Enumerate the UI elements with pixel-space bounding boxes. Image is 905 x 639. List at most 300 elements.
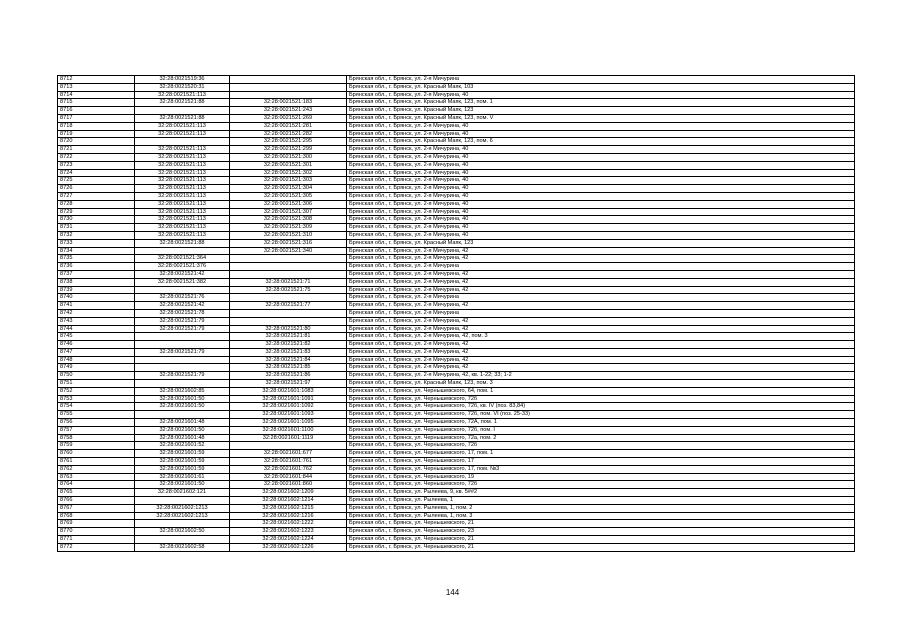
land-cadastral-number-cell: 32:28:0021601:59 bbox=[135, 465, 230, 473]
address-cell: Брянская обл., г. Брянск, ул. Чернышевского, 72б bbox=[347, 395, 855, 403]
land-cadastral-number-cell: 32:28:0021521:364 bbox=[135, 255, 230, 263]
land-cadastral-number-cell: 32:28:0021601:50 bbox=[135, 481, 230, 489]
object-cadastral-number-cell bbox=[230, 263, 347, 271]
land-cadastral-number-cell: 32:28:0021521:113 bbox=[135, 130, 230, 138]
table-row bbox=[58, 356, 855, 364]
row-number-cell: 8719 bbox=[58, 130, 135, 138]
address-cell: Брянская обл., г. Брянск, ул. 2-я Мичурина, 40 bbox=[347, 192, 855, 200]
address-cell: Брянская обл., г. Брянск, ул. 2-я Мичурина bbox=[347, 309, 855, 317]
table-row bbox=[58, 169, 855, 177]
row-number-cell: 8772 bbox=[58, 543, 135, 551]
table-row bbox=[58, 434, 855, 442]
address-cell: Брянская обл., г. Брянск, ул. 2-я Мичурина, 42, кв. 1-22; 33; 1-2 bbox=[347, 372, 855, 380]
object-cadastral-number-cell: 32:28:0021601:1083 bbox=[230, 387, 347, 395]
address-cell: Брянская обл., г. Брянск, ул. 2-я Мичурина, 40 bbox=[347, 231, 855, 239]
object-cadastral-number-cell: 32:28:0021521:81 bbox=[230, 333, 347, 341]
table-row bbox=[58, 208, 855, 216]
address-cell: Брянская обл., г. Брянск, ул. 2-я Мичурина, 42 bbox=[347, 356, 855, 364]
object-cadastral-number-cell: 32:28:0021601:761 bbox=[230, 458, 347, 466]
land-cadastral-number-cell: 32:28:0021521:42 bbox=[135, 270, 230, 278]
object-cadastral-number-cell: 32:28:0021601:844 bbox=[230, 473, 347, 481]
row-number-cell: 8742 bbox=[58, 309, 135, 317]
row-number-cell: 8731 bbox=[58, 224, 135, 232]
land-cadastral-number-cell: 32:28:0021521:113 bbox=[135, 185, 230, 193]
land-cadastral-number-cell: 32:28:0021521:113 bbox=[135, 91, 230, 99]
land-cadastral-number-cell bbox=[135, 411, 230, 419]
table-row bbox=[58, 231, 855, 239]
land-cadastral-number-cell: 32:28:0021519:36 bbox=[135, 76, 230, 84]
object-cadastral-number-cell: 32:28:0021521:183 bbox=[230, 99, 347, 107]
land-cadastral-number-cell bbox=[135, 356, 230, 364]
object-cadastral-number-cell: 32:28:0021521:310 bbox=[230, 231, 347, 239]
object-cadastral-number-cell: 32:28:0021521:243 bbox=[230, 107, 347, 115]
address-cell: Брянская обл., г. Брянск, ул. Рылеева, 1 bbox=[347, 497, 855, 505]
land-cadastral-number-cell: 32:28:0021601:50 bbox=[135, 395, 230, 403]
table-row bbox=[58, 489, 855, 497]
table-row bbox=[58, 114, 855, 122]
table-row bbox=[58, 91, 855, 99]
registry-table-container bbox=[57, 75, 846, 552]
address-cell: Брянская обл., г. Брянск, ул. 2-я Мичурина, 40 bbox=[347, 169, 855, 177]
object-cadastral-number-cell: 32:28:0021521:269 bbox=[230, 114, 347, 122]
table-row bbox=[58, 504, 855, 512]
land-cadastral-number-cell: 32:28:0021521:78 bbox=[135, 309, 230, 317]
table-row bbox=[58, 450, 855, 458]
row-number-cell: 8757 bbox=[58, 426, 135, 434]
object-cadastral-number-cell: 32:28:0021521:281 bbox=[230, 122, 347, 130]
object-cadastral-number-cell: 32:28:0021521:300 bbox=[230, 153, 347, 161]
row-number-cell: 8770 bbox=[58, 528, 135, 536]
row-number-cell: 8726 bbox=[58, 185, 135, 193]
land-cadastral-number-cell bbox=[135, 341, 230, 349]
address-cell: Брянская обл., г. Брянск, ул. Чернышевского, 72а, пом. 2 bbox=[347, 434, 855, 442]
object-cadastral-number-cell: 32:28:0021602:1226 bbox=[230, 543, 347, 551]
land-cadastral-number-cell: 32:28:0021521:76 bbox=[135, 294, 230, 302]
address-cell: Брянская обл., г. Брянск, ул. Чернышевского, 72б bbox=[347, 481, 855, 489]
object-cadastral-number-cell bbox=[230, 294, 347, 302]
table-row bbox=[58, 192, 855, 200]
address-cell: Брянская обл., г. Брянск, ул. Чернышевского, 64, пом. 1 bbox=[347, 387, 855, 395]
object-cadastral-number-cell: 32:28:0021521:85 bbox=[230, 364, 347, 372]
address-cell: Брянская обл., г. Брянск, ул. Рылеева, 1, пом. 2 bbox=[347, 504, 855, 512]
table-row bbox=[58, 317, 855, 325]
table-row bbox=[58, 224, 855, 232]
land-cadastral-number-cell bbox=[135, 380, 230, 388]
table-row bbox=[58, 372, 855, 380]
land-cadastral-number-cell bbox=[135, 520, 230, 528]
land-cadastral-number-cell bbox=[135, 138, 230, 146]
address-cell: Брянская обл., г. Брянск, ул. 2-я Мичурина, 40 bbox=[347, 91, 855, 99]
land-cadastral-number-cell bbox=[135, 286, 230, 294]
land-cadastral-number-cell: 32:28:0021521:113 bbox=[135, 161, 230, 169]
object-cadastral-number-cell: 32:28:0021601:860 bbox=[230, 481, 347, 489]
table-row bbox=[58, 216, 855, 224]
land-cadastral-number-cell: 32:28:0021521:113 bbox=[135, 192, 230, 200]
row-number-cell: 8737 bbox=[58, 270, 135, 278]
table-row bbox=[58, 153, 855, 161]
row-number-cell: 8734 bbox=[58, 247, 135, 255]
table-row bbox=[58, 520, 855, 528]
address-cell: Брянская обл., г. Брянск, ул. Чернышевского, 72А, пом. 1 bbox=[347, 419, 855, 427]
address-cell: Брянская обл., г. Брянск, ул. Красный Маяк, 123 bbox=[347, 239, 855, 247]
object-cadastral-number-cell: 32:28:0021521:301 bbox=[230, 161, 347, 169]
table-row bbox=[58, 411, 855, 419]
table-row bbox=[58, 263, 855, 271]
object-cadastral-number-cell: 32:28:0021521:304 bbox=[230, 185, 347, 193]
object-cadastral-number-cell: 32:28:0021521:282 bbox=[230, 130, 347, 138]
table-row bbox=[58, 325, 855, 333]
row-number-cell: 8736 bbox=[58, 263, 135, 271]
object-cadastral-number-cell: 32:28:0021602:1222 bbox=[230, 520, 347, 528]
table-row bbox=[58, 333, 855, 341]
land-cadastral-number-cell: 32:28:0021521:113 bbox=[135, 200, 230, 208]
row-number-cell: 8767 bbox=[58, 504, 135, 512]
row-number-cell: 8755 bbox=[58, 411, 135, 419]
table-row bbox=[58, 130, 855, 138]
row-number-cell: 8749 bbox=[58, 364, 135, 372]
row-number-cell: 8739 bbox=[58, 286, 135, 294]
land-cadastral-number-cell bbox=[135, 364, 230, 372]
table-row bbox=[58, 442, 855, 450]
row-number-cell: 8738 bbox=[58, 278, 135, 286]
land-cadastral-number-cell: 32:28:0021521:376 bbox=[135, 263, 230, 271]
row-number-cell: 8725 bbox=[58, 177, 135, 185]
object-cadastral-number-cell bbox=[230, 309, 347, 317]
address-cell: Брянская обл., г. Брянск, ул. Красный Маяк, 123 bbox=[347, 107, 855, 115]
land-cadastral-number-cell: 32:28:0021521:113 bbox=[135, 177, 230, 185]
address-cell: Брянская обл., г. Брянск, ул. 2-я Мичурина, 42 bbox=[347, 341, 855, 349]
row-number-cell: 8748 bbox=[58, 356, 135, 364]
land-cadastral-number-cell: 32:28:0021602:85 bbox=[135, 387, 230, 395]
row-number-cell: 8712 bbox=[58, 76, 135, 84]
land-cadastral-number-cell: 32:28:0021521:113 bbox=[135, 153, 230, 161]
object-cadastral-number-cell: 32:28:0021521:303 bbox=[230, 177, 347, 185]
object-cadastral-number-cell bbox=[230, 76, 347, 84]
land-cadastral-number-cell: 32:28:0021601:50 bbox=[135, 426, 230, 434]
address-cell: Брянская обл., г. Брянск, ул. Чернышевского, 72б, пом. VI (поз. 25-33) bbox=[347, 411, 855, 419]
table-row bbox=[58, 341, 855, 349]
land-cadastral-number-cell: 32:28:0021601:48 bbox=[135, 434, 230, 442]
land-cadastral-number-cell: 32:28:0021601:48 bbox=[135, 419, 230, 427]
address-cell: Брянская обл., г. Брянск, ул. 2-я Мичурина, 40 bbox=[347, 146, 855, 154]
address-cell: Брянская обл., г. Брянск, ул. Рылеева, 9, кв. 5##2 bbox=[347, 489, 855, 497]
table-row bbox=[58, 528, 855, 536]
row-number-cell: 8733 bbox=[58, 239, 135, 247]
land-cadastral-number-cell: 32:28:0021521:113 bbox=[135, 231, 230, 239]
table-row bbox=[58, 107, 855, 115]
row-number-cell: 8762 bbox=[58, 465, 135, 473]
table-row bbox=[58, 419, 855, 427]
land-cadastral-number-cell: 32:28:0021602:1213 bbox=[135, 512, 230, 520]
row-number-cell: 8763 bbox=[58, 473, 135, 481]
address-cell: Брянская обл., г. Брянск, ул. Чернышевского, 17, пом. 1 bbox=[347, 450, 855, 458]
row-number-cell: 8766 bbox=[58, 497, 135, 505]
land-cadastral-number-cell: 32:28:0021520:31 bbox=[135, 83, 230, 91]
row-number-cell: 8716 bbox=[58, 107, 135, 115]
row-number-cell: 8743 bbox=[58, 317, 135, 325]
address-cell: Брянская обл., г. Брянск, ул. Чернышевского, 72б, кв. IV (поз. 83,84) bbox=[347, 403, 855, 411]
table-row bbox=[58, 83, 855, 91]
table-row bbox=[58, 395, 855, 403]
row-number-cell: 8732 bbox=[58, 231, 135, 239]
table-row bbox=[58, 543, 855, 551]
object-cadastral-number-cell: 32:28:0021521:71 bbox=[230, 278, 347, 286]
row-number-cell: 8730 bbox=[58, 216, 135, 224]
address-cell: Брянская обл., г. Брянск, ул. Красный Маяк, 123, пом. 3 bbox=[347, 380, 855, 388]
object-cadastral-number-cell: 32:28:0021521:84 bbox=[230, 356, 347, 364]
address-cell: Брянская обл., г. Брянск, ул. 2-я Мичурина, 40 bbox=[347, 177, 855, 185]
table-row bbox=[58, 255, 855, 263]
object-cadastral-number-cell: 32:28:0021601:677 bbox=[230, 450, 347, 458]
table-row bbox=[58, 497, 855, 505]
object-cadastral-number-cell: 32:28:0021602:1214 bbox=[230, 497, 347, 505]
land-cadastral-number-cell: 32:28:0021521:79 bbox=[135, 348, 230, 356]
row-number-cell: 8759 bbox=[58, 442, 135, 450]
address-cell: Брянская обл., г. Брянск, ул. Чернышевского, 21 bbox=[347, 536, 855, 544]
row-number-cell: 8724 bbox=[58, 169, 135, 177]
address-cell: Брянская обл., г. Брянск, ул. 2-я Мичурина, 42, пом. 3 bbox=[347, 333, 855, 341]
land-cadastral-number-cell: 32:28:0021521:113 bbox=[135, 216, 230, 224]
object-cadastral-number-cell: 32:28:0021521:306 bbox=[230, 200, 347, 208]
land-cadastral-number-cell: 32:28:0021521:113 bbox=[135, 224, 230, 232]
address-cell: Брянская обл., г. Брянск, ул. 2-я Мичурина, 42 bbox=[347, 247, 855, 255]
object-cadastral-number-cell: 32:28:0021521:302 bbox=[230, 169, 347, 177]
row-number-cell: 8747 bbox=[58, 348, 135, 356]
object-cadastral-number-cell bbox=[230, 255, 347, 263]
object-cadastral-number-cell: 32:28:0021521:83 bbox=[230, 348, 347, 356]
row-number-cell: 8753 bbox=[58, 395, 135, 403]
object-cadastral-number-cell bbox=[230, 270, 347, 278]
row-number-cell: 8740 bbox=[58, 294, 135, 302]
address-cell: Брянская обл., г. Брянск, ул. 2-я Мичурина, 40 bbox=[347, 208, 855, 216]
land-cadastral-number-cell: 32:28:0021602:50 bbox=[135, 528, 230, 536]
address-cell: Брянская обл., г. Брянск, ул. 2-я Мичурина, 40 bbox=[347, 185, 855, 193]
address-cell: Брянская обл., г. Брянск, ул. 2-я Мичурина, 42 bbox=[347, 270, 855, 278]
table-row bbox=[58, 76, 855, 84]
row-number-cell: 8751 bbox=[58, 380, 135, 388]
address-cell: Брянская обл., г. Брянск, ул. 2-я Мичурина, 42 bbox=[347, 348, 855, 356]
land-cadastral-number-cell: 32:28:0021521:113 bbox=[135, 146, 230, 154]
object-cadastral-number-cell: 32:28:0021521:305 bbox=[230, 192, 347, 200]
land-cadastral-number-cell: 32:28:0021601:61 bbox=[135, 473, 230, 481]
object-cadastral-number-cell: 32:28:0021602:1209 bbox=[230, 489, 347, 497]
table-row bbox=[58, 294, 855, 302]
row-number-cell: 8744 bbox=[58, 325, 135, 333]
row-number-cell: 8718 bbox=[58, 122, 135, 130]
table-row bbox=[58, 465, 855, 473]
object-cadastral-number-cell: 32:28:0021521:340 bbox=[230, 247, 347, 255]
table-row bbox=[58, 146, 855, 154]
object-cadastral-number-cell: 32:28:0021601:1100 bbox=[230, 426, 347, 434]
row-number-cell: 8760 bbox=[58, 450, 135, 458]
land-cadastral-number-cell: 32:28:0021521:88 bbox=[135, 99, 230, 107]
row-number-cell: 8754 bbox=[58, 403, 135, 411]
land-cadastral-number-cell: 32:28:0021601:59 bbox=[135, 458, 230, 466]
row-number-cell: 8756 bbox=[58, 419, 135, 427]
address-cell: Брянская обл., г. Брянск, ул. Чернышевского, 72б bbox=[347, 442, 855, 450]
object-cadastral-number-cell: 32:28:0021521:316 bbox=[230, 239, 347, 247]
address-cell: Брянская обл., г. Брянск, ул. 2-я Мичурина, 40 bbox=[347, 161, 855, 169]
object-cadastral-number-cell: 32:28:0021602:1215 bbox=[230, 504, 347, 512]
address-cell: Брянская обл., г. Брянск, ул. Чернышевского, 17 bbox=[347, 458, 855, 466]
address-cell: Брянская обл., г. Брянск, ул. 2-я Мичурина bbox=[347, 263, 855, 271]
page-number: 144 bbox=[445, 588, 460, 597]
object-cadastral-number-cell: 32:28:0021521:75 bbox=[230, 286, 347, 294]
table-row bbox=[58, 536, 855, 544]
land-cadastral-number-cell: 32:28:0021521:79 bbox=[135, 372, 230, 380]
object-cadastral-number-cell: 32:28:0021521:309 bbox=[230, 224, 347, 232]
table-row bbox=[58, 161, 855, 169]
address-cell: Брянская обл., г. Брянск, ул. 2-я Мичурина, 42 bbox=[347, 325, 855, 333]
address-cell: Брянская обл., г. Брянск, ул. Чернышевского, 72б, пом. I bbox=[347, 426, 855, 434]
land-cadastral-number-cell: 32:28:0021601:52 bbox=[135, 442, 230, 450]
table-row bbox=[58, 286, 855, 294]
land-cadastral-number-cell: 32:28:0021521:79 bbox=[135, 317, 230, 325]
row-number-cell: 8714 bbox=[58, 91, 135, 99]
object-cadastral-number-cell: 32:28:0021601:1095 bbox=[230, 419, 347, 427]
table-row bbox=[58, 481, 855, 489]
row-number-cell: 8761 bbox=[58, 458, 135, 466]
object-cadastral-number-cell: 32:28:0021602:1216 bbox=[230, 512, 347, 520]
land-cadastral-number-cell: 32:28:0021601:59 bbox=[135, 450, 230, 458]
address-cell: Брянская обл., г. Брянск, ул. 2-я Мичурина bbox=[347, 76, 855, 84]
land-cadastral-number-cell: 32:28:0021521:113 bbox=[135, 122, 230, 130]
object-cadastral-number-cell: 32:28:0021601:1091 bbox=[230, 395, 347, 403]
row-number-cell: 8764 bbox=[58, 481, 135, 489]
address-cell: Брянская обл., г. Брянск, ул. Рылеева, 1, пом. 3 bbox=[347, 512, 855, 520]
table-row bbox=[58, 278, 855, 286]
address-cell: Брянская обл., г. Брянск, ул. 2-я Мичурина, 40 bbox=[347, 130, 855, 138]
address-cell: Брянская обл., г. Брянск, ул. Красный Маяк, 123, пом. 1 bbox=[347, 99, 855, 107]
land-cadastral-number-cell: 32:28:0021602:121 bbox=[135, 489, 230, 497]
land-cadastral-number-cell bbox=[135, 497, 230, 505]
address-cell: Брянская обл., г. Брянск, ул. 2-я Мичурина, 40 bbox=[347, 153, 855, 161]
address-cell: Брянская обл., г. Брянск, ул. 2-я Мичурина, 42 bbox=[347, 286, 855, 294]
row-number-cell: 8769 bbox=[58, 520, 135, 528]
object-cadastral-number-cell bbox=[230, 317, 347, 325]
object-cadastral-number-cell: 32:28:0021602:1224 bbox=[230, 536, 347, 544]
address-cell: Брянская обл., г. Брянск, ул. Красный Маяк, 123, пом. 6 bbox=[347, 138, 855, 146]
land-cadastral-number-cell bbox=[135, 536, 230, 544]
table-row bbox=[58, 380, 855, 388]
object-cadastral-number-cell: 32:28:0021521:77 bbox=[230, 302, 347, 310]
row-number-cell: 8728 bbox=[58, 200, 135, 208]
land-cadastral-number-cell bbox=[135, 333, 230, 341]
row-number-cell: 8727 bbox=[58, 192, 135, 200]
row-number-cell: 8722 bbox=[58, 153, 135, 161]
row-number-cell: 8720 bbox=[58, 138, 135, 146]
table-row bbox=[58, 309, 855, 317]
address-cell: Брянская обл., г. Брянск, ул. 2-я Мичурина, 42 bbox=[347, 255, 855, 263]
land-cadastral-number-cell: 32:28:0021521:113 bbox=[135, 169, 230, 177]
table-row bbox=[58, 387, 855, 395]
object-cadastral-number-cell: 32:28:0021521:97 bbox=[230, 380, 347, 388]
table-row bbox=[58, 403, 855, 411]
table-row bbox=[58, 270, 855, 278]
address-cell: Брянская обл., г. Брянск, ул. Чернышевского, 19 bbox=[347, 473, 855, 481]
object-cadastral-number-cell: 32:28:0021521:299 bbox=[230, 146, 347, 154]
row-number-cell: 8717 bbox=[58, 114, 135, 122]
table-row bbox=[58, 200, 855, 208]
row-number-cell: 8765 bbox=[58, 489, 135, 497]
object-cadastral-number-cell: 32:28:0021521:86 bbox=[230, 372, 347, 380]
table-row bbox=[58, 177, 855, 185]
land-cadastral-number-cell: 32:28:0021521:79 bbox=[135, 325, 230, 333]
table-row bbox=[58, 426, 855, 434]
object-cadastral-number-cell: 32:28:0021521:295 bbox=[230, 138, 347, 146]
table-row bbox=[58, 302, 855, 310]
table-row bbox=[58, 364, 855, 372]
table-row bbox=[58, 247, 855, 255]
address-cell: Брянская обл., г. Брянск, ул. 2-я Мичурина, 42 bbox=[347, 317, 855, 325]
object-cadastral-number-cell: 32:28:0021601:1092 bbox=[230, 403, 347, 411]
address-cell: Брянская обл., г. Брянск, ул. Красный Маяк, 123, пом. V bbox=[347, 114, 855, 122]
address-cell: Брянская обл., г. Брянск, ул. 2-я Мичурина bbox=[347, 294, 855, 302]
address-cell: Брянская обл., г. Брянск, ул. 2-я Мичурина, 42 bbox=[347, 302, 855, 310]
address-cell: Брянская обл., г. Брянск, ул. 2-я Мичурина, 40 bbox=[347, 122, 855, 130]
address-cell: Брянская обл., г. Брянск, ул. Чернышевского, 21 bbox=[347, 543, 855, 551]
land-cadastral-number-cell: 32:28:0021521:42 bbox=[135, 302, 230, 310]
table-row bbox=[58, 512, 855, 520]
table-row bbox=[58, 185, 855, 193]
row-number-cell: 8729 bbox=[58, 208, 135, 216]
object-cadastral-number-cell: 32:28:0021521:308 bbox=[230, 216, 347, 224]
address-cell: Брянская обл., г. Брянск, ул. Чернышевского, 23 bbox=[347, 528, 855, 536]
row-number-cell: 8758 bbox=[58, 434, 135, 442]
row-number-cell: 8713 bbox=[58, 83, 135, 91]
registry-table-body bbox=[58, 76, 855, 552]
land-cadastral-number-cell: 32:28:0021521:88 bbox=[135, 239, 230, 247]
address-cell: Брянская обл., г. Брянск, ул. 2-я Мичурина, 42 bbox=[347, 278, 855, 286]
land-cadastral-number-cell: 32:28:0021521:88 bbox=[135, 114, 230, 122]
address-cell: Брянская обл., г. Брянск, ул. 2-я Мичурина, 40 bbox=[347, 224, 855, 232]
registry-table bbox=[57, 75, 855, 552]
row-number-cell: 8746 bbox=[58, 341, 135, 349]
row-number-cell: 8735 bbox=[58, 255, 135, 263]
land-cadastral-number-cell: 32:28:0021602:1213 bbox=[135, 504, 230, 512]
land-cadastral-number-cell bbox=[135, 107, 230, 115]
address-cell: Брянская обл., г. Брянск, ул. Чернышевского, 17, пом. №3 bbox=[347, 465, 855, 473]
address-cell: Брянская обл., г. Брянск, ул. 2-я Мичурина, 40 bbox=[347, 200, 855, 208]
row-number-cell: 8771 bbox=[58, 536, 135, 544]
row-number-cell: 8721 bbox=[58, 146, 135, 154]
object-cadastral-number-cell bbox=[230, 91, 347, 99]
land-cadastral-number-cell: 32:28:0021602:58 bbox=[135, 543, 230, 551]
land-cadastral-number-cell: 32:28:0021521:382 bbox=[135, 278, 230, 286]
row-number-cell: 8715 bbox=[58, 99, 135, 107]
object-cadastral-number-cell: 32:28:0021601:762 bbox=[230, 465, 347, 473]
row-number-cell: 8768 bbox=[58, 512, 135, 520]
row-number-cell: 8750 bbox=[58, 372, 135, 380]
row-number-cell: 8752 bbox=[58, 387, 135, 395]
row-number-cell: 8723 bbox=[58, 161, 135, 169]
table-row bbox=[58, 138, 855, 146]
land-cadastral-number-cell bbox=[135, 247, 230, 255]
table-row bbox=[58, 122, 855, 130]
table-row bbox=[58, 99, 855, 107]
object-cadastral-number-cell: 32:28:0021521:80 bbox=[230, 325, 347, 333]
object-cadastral-number-cell: 32:28:0021602:1223 bbox=[230, 528, 347, 536]
address-cell: Брянская обл., г. Брянск, ул. 2-я Мичурина, 42 bbox=[347, 364, 855, 372]
object-cadastral-number-cell: 32:28:0021601:1093 bbox=[230, 411, 347, 419]
table-row bbox=[58, 473, 855, 481]
table-row bbox=[58, 458, 855, 466]
object-cadastral-number-cell: 32:28:0021601:1119 bbox=[230, 434, 347, 442]
object-cadastral-number-cell: 32:28:0021521:82 bbox=[230, 341, 347, 349]
address-cell: Брянская обл., г. Брянск, ул. 2-я Мичурина, 40 bbox=[347, 216, 855, 224]
table-row bbox=[58, 239, 855, 247]
address-cell: Брянская обл., г. Брянск, ул. Красный Маяк, 103 bbox=[347, 83, 855, 91]
